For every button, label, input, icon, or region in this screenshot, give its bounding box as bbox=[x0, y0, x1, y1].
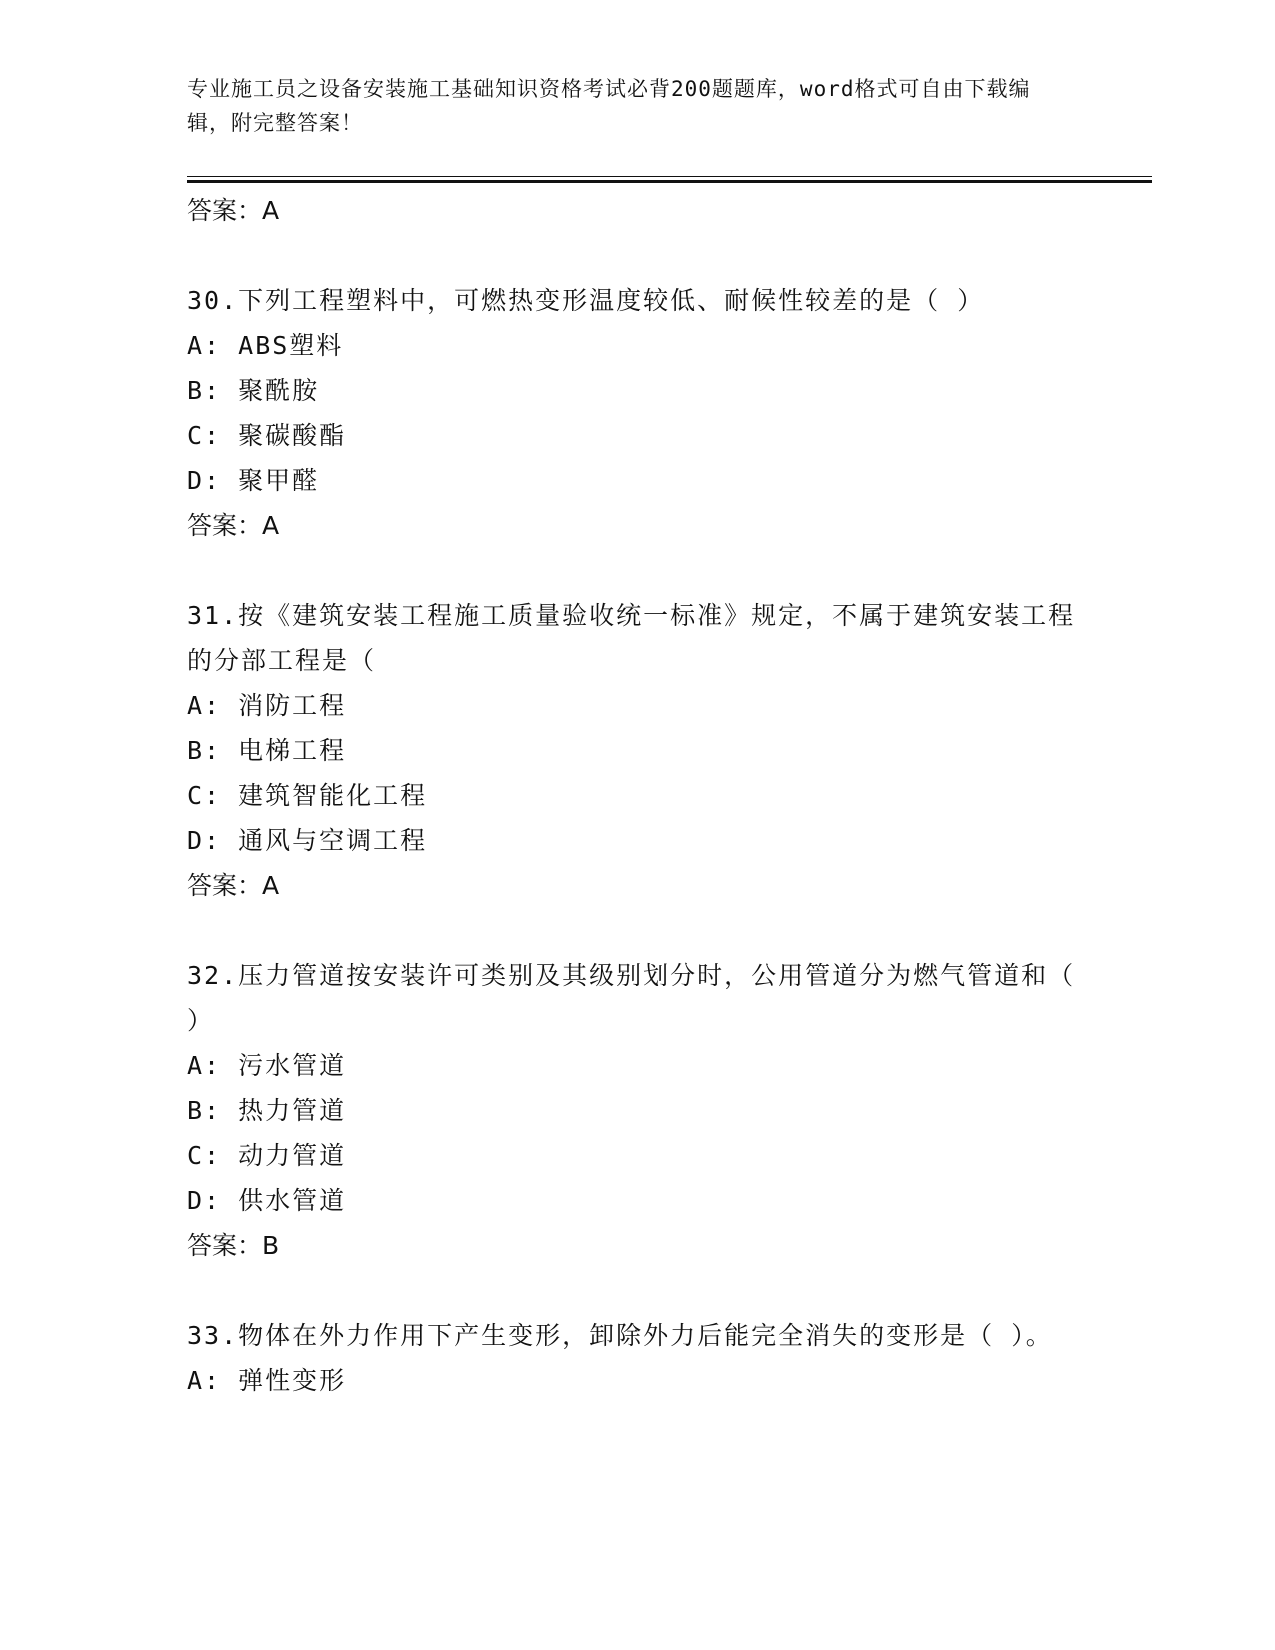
option-c: C: 动力管道 bbox=[187, 1141, 347, 1170]
option-a: A: ABS塑料 bbox=[187, 331, 344, 360]
question-text: 31.按《建筑安装工程施工质量验收统一标准》规定，不属于建筑安装工程的分部工程是（ bbox=[187, 601, 1076, 675]
option-d: D: 通风与空调工程 bbox=[187, 826, 428, 855]
option-b: B: 热力管道 bbox=[187, 1096, 347, 1125]
answer-line: 答案：B bbox=[187, 1231, 280, 1260]
question-33 bbox=[187, 1313, 1087, 1403]
question-31 bbox=[187, 593, 1087, 909]
document-header: 专业施工员之设备安装施工基础知识资格考试必背200题题库，word格式可自由下载编辑，附完整答案！ bbox=[187, 77, 1031, 135]
question-list bbox=[187, 188, 1087, 1403]
option-b: B: 电梯工程 bbox=[187, 736, 347, 765]
answer-line: 答案：A bbox=[187, 871, 280, 900]
option-d: D: 供水管道 bbox=[187, 1186, 347, 1215]
answer-line: 答案：A bbox=[187, 196, 280, 225]
option-c: C: 聚碳酸酯 bbox=[187, 421, 347, 450]
option-a: A: 弹性变形 bbox=[187, 1366, 347, 1395]
question-30 bbox=[187, 278, 1087, 549]
question-text: 33.物体在外力作用下产生变形，卸除外力后能完全消失的变形是（ ）。 bbox=[187, 1321, 1053, 1350]
option-c: C: 建筑智能化工程 bbox=[187, 781, 428, 810]
option-b: B: 聚酰胺 bbox=[187, 376, 320, 405]
question-32 bbox=[187, 953, 1087, 1269]
option-d: D: 聚甲醛 bbox=[187, 466, 320, 495]
question-text: 30.下列工程塑料中，可燃热变形温度较低、耐候性较差的是（ ） bbox=[187, 286, 985, 315]
header-divider-thick bbox=[187, 180, 1152, 183]
answer-line: 答案：A bbox=[187, 511, 280, 540]
question-text: 32.压力管道按安装许可类别及其级别划分时，公用管道分为燃气管道和（ ） bbox=[187, 961, 1076, 1035]
option-a: A: 污水管道 bbox=[187, 1051, 347, 1080]
option-a: A: 消防工程 bbox=[187, 691, 347, 720]
header-divider-thin bbox=[187, 176, 1152, 177]
